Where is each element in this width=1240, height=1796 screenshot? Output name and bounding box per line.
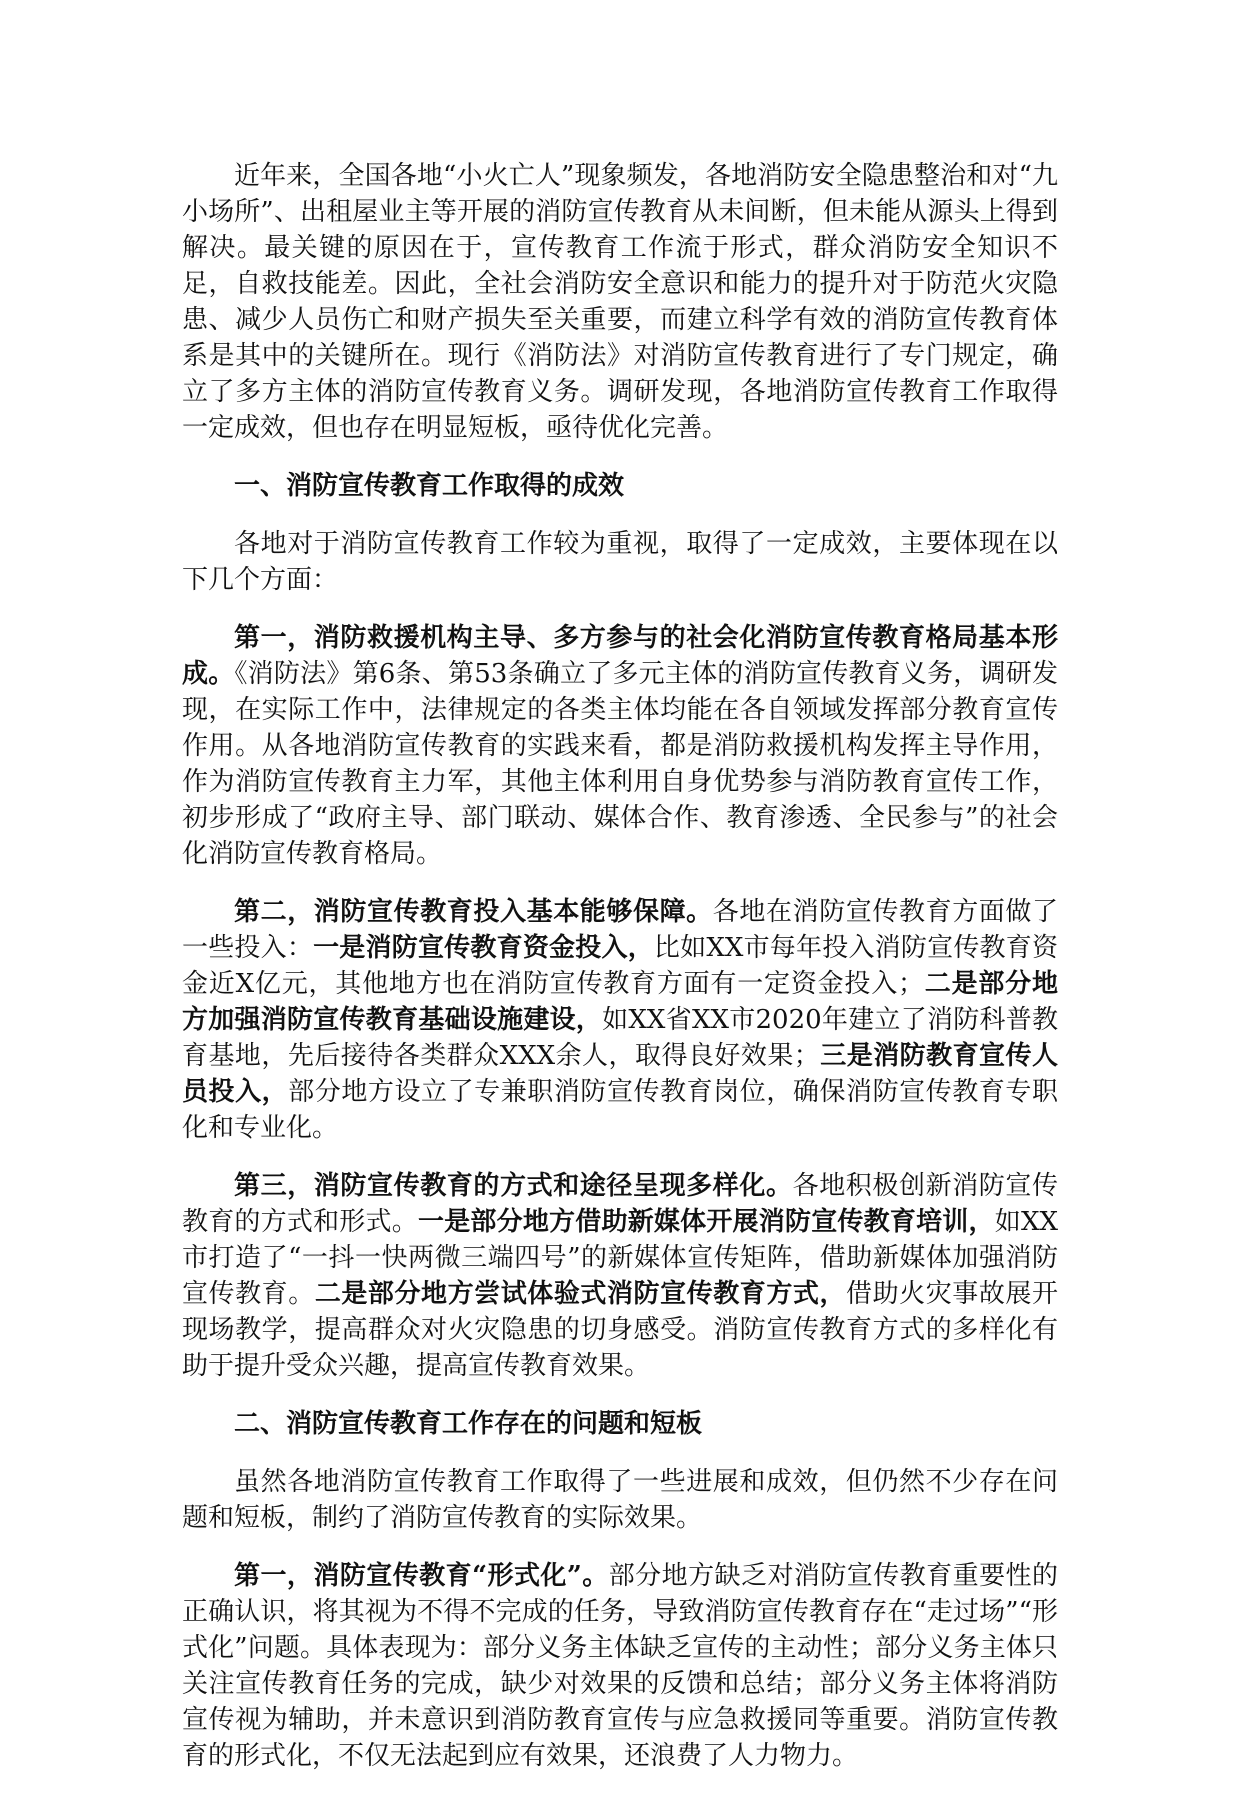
section-1-point-3-body-3: 借助火灾事故展开现场教学，提高群众对火灾隐患的切身感受。消防宣传教育方式的多样化有助于提升受众兴趣，提高宣传教育效果。 <box>182 1279 1058 1381</box>
section-1-point-1-body: 《消防法》第6条、第53条确立了多元主体的消防宣传教育义务，调研发现，在实际工作中，法律规定的各类主体均能在各自领域发挥部分教育宣传作用。从各地消防宣传教育的实践来看，都是消防救援机构发挥主导作用，作为消防宣传教育主力军，其他主体利用自身优势参与消防教育宣传工作，初步形成了“政府主导、部门联动、媒体合作、教育渗透、全民参与”的社会化消防宣传教育格局。 <box>182 659 1058 869</box>
section-1-point-2-sub-1: 一是消防宣传教育资金投入， <box>313 933 654 963</box>
section-1-point-1-title: 第一，消防救援机构主导、多方参与的社会化消防宣传教育格局基本形成。 <box>182 623 1058 689</box>
section-1-point-2-sub-3: 三是消防教育宣传人员投入， <box>182 1041 1058 1107</box>
section-2-point-1-paragraph <box>182 1558 1058 1774</box>
section-1-point-2-sub-2: 二是部分地方加强消防宣传教育基础设施建设， <box>182 969 1058 1035</box>
section-1-point-1-paragraph <box>182 620 1058 872</box>
section-1-point-3-title: 第三，消防宣传教育的方式和途径呈现多样化。 <box>234 1171 793 1201</box>
section-1-point-2-body-1: 各地在消防宣传教育方面做了一些投入： <box>182 897 1058 963</box>
section-1-point-2-body-3: 如XX省XX市2020年建立了消防科普教育基地，先后接待各类群众XXX余人，取得良好效果； <box>182 1005 1058 1071</box>
section-1-point-2-body-2: 比如XX市每年投入消防宣传教育资金近X亿元，其他地方也在消防宣传教育方面有一定资金投入； <box>182 933 1058 999</box>
section-1-point-3-sub-1: 一是部分地方借助新媒体开展消防宣传教育培训， <box>417 1207 995 1237</box>
section-1-heading: 一、消防宣传教育工作取得的成效 <box>234 471 625 501</box>
section-1-point-3-paragraph <box>182 1168 1058 1384</box>
section-2-lead-paragraph: 虽然各地消防宣传教育工作取得了一些进展和成效，但仍然不少存在问题和短板，制约了消防宣传教育的实际效果。 <box>182 1467 1058 1533</box>
section-1-lead-paragraph: 各地对于消防宣传教育工作较为重视，取得了一定成效，主要体现在以下几个方面： <box>182 529 1058 595</box>
section-2-point-1-title: 第一，消防宣传教育“形式化”。 <box>234 1561 609 1591</box>
section-1-point-2-title: 第二，消防宣传教育投入基本能够保障。 <box>234 897 713 927</box>
intro-paragraph: 近年来，全国各地“小火亡人”现象频发，各地消防安全隐患整治和对“九小场所”、出租屋业主等开展的消防宣传教育从未间断，但未能从源头上得到解决。最关键的原因在于，宣传教育工作流于形式，群众消防安全知识不足，自救技能差。因此，全社会消防安全意识和能力的提升对于防范火灾隐患、减少人员伤亡和财产损失至关重要，而建立科学有效的消防宣传教育体系是其中的关键所在。现行《消防法》对消防宣传教育进行了专门规定，确立了多方主体的消防宣传教育义务。调研发现，各地消防宣传教育工作取得一定成效，但也存在明显短板，亟待优化完善。 <box>182 161 1058 443</box>
section-1-point-2-paragraph <box>182 894 1058 1146</box>
section-1-point-3-body-1: 各地积极创新消防宣传教育的方式和形式。 <box>182 1171 1058 1237</box>
section-1-point-2-body-4: 部分地方设立了专兼职消防宣传教育岗位，确保消防宣传教育专职化和专业化。 <box>182 1077 1058 1143</box>
document-page <box>182 158 1058 1796</box>
section-1-point-3-body-2: 如XX市打造了“一抖一快两微三端四号”的新媒体宣传矩阵，借助新媒体加强消防宣传教育。 <box>182 1207 1058 1309</box>
section-2-heading: 二、消防宣传教育工作存在的问题和短板 <box>234 1409 703 1439</box>
section-1-point-3-sub-2: 二是部分地方尝试体验式消防宣传教育方式， <box>314 1279 847 1309</box>
section-2-point-1-body: 部分地方缺乏对消防宣传教育重要性的正确认识，将其视为不得不完成的任务，导致消防宣传教育存在“走过场”“形式化”问题。具体表现为：部分义务主体缺乏宣传的主动性；部分义务主体只关注宣传教育任务的完成，缺少对效果的反馈和总结；部分义务主体将消防宣传视为辅助，并未意识到消防教育宣传与应急救援同等重要。消防宣传教育的形式化，不仅无法起到应有效果，还浪费了人力物力。 <box>182 1561 1058 1771</box>
